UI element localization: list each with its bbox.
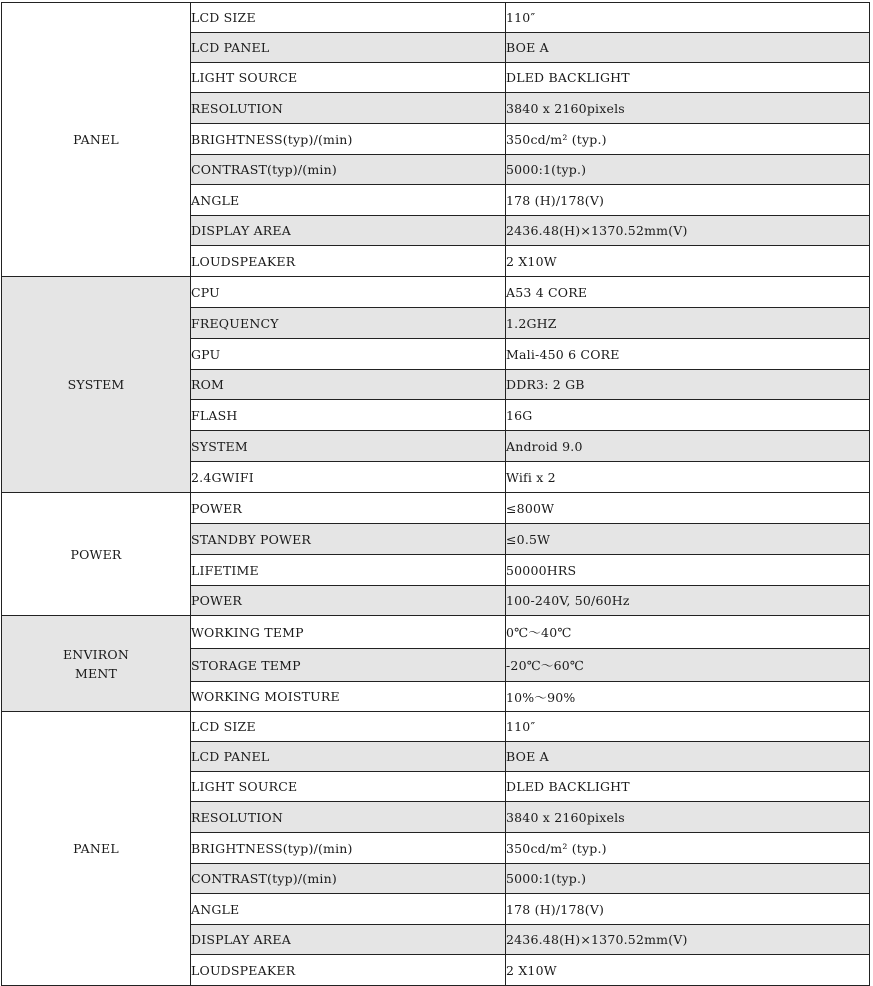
spec-label: 2.4GWIFI: [191, 462, 506, 493]
spec-value: 3840 x 2160pixels: [506, 802, 870, 833]
spec-value: 350cd/m² (typ.): [506, 833, 870, 864]
spec-row: [2, 616, 870, 649]
spec-value: BOE A: [506, 742, 870, 772]
spec-value: 178 (H)/178(V): [506, 894, 870, 925]
spec-table: [1, 2, 870, 986]
spec-label: CPU: [191, 277, 506, 308]
section-group-label-line: ENVIRON: [62, 646, 130, 662]
spec-value: -20℃～60℃: [506, 649, 870, 682]
section-group-label: [2, 3, 191, 277]
spec-value: 5000:1(typ.): [506, 155, 870, 185]
spec-value: DDR3: 2 GB: [506, 370, 870, 400]
spec-value: 0℃～40℃: [506, 616, 870, 649]
spec-value: Mali-450 6 CORE: [506, 339, 870, 370]
spec-value: 2 X10W: [506, 955, 870, 986]
spec-row: [2, 493, 870, 524]
spec-table-body: [2, 3, 870, 986]
spec-label: LOUDSPEAKER: [191, 246, 506, 277]
spec-label: CONTRAST(typ)/(min): [191, 155, 506, 185]
spec-label: RESOLUTION: [191, 93, 506, 124]
section-group-label: [2, 493, 191, 616]
spec-value: Android 9.0: [506, 431, 870, 462]
spec-label: WORKING MOISTURE: [191, 682, 506, 712]
section-group-label: [2, 277, 191, 493]
section-group-label: [2, 712, 191, 986]
spec-row: [2, 277, 870, 308]
spec-value: 16G: [506, 400, 870, 431]
spec-value: BOE A: [506, 33, 870, 63]
spec-label: CONTRAST(typ)/(min): [191, 864, 506, 894]
spec-row: [2, 3, 870, 33]
spec-label: ANGLE: [191, 185, 506, 216]
spec-value: 5000:1(typ.): [506, 864, 870, 894]
spec-value: Wifi x 2: [506, 462, 870, 493]
spec-value: 10%～90%: [506, 682, 870, 712]
spec-label: LCD SIZE: [191, 712, 506, 742]
spec-label: POWER: [191, 586, 506, 616]
spec-label: GPU: [191, 339, 506, 370]
section-group-label-text: POWER: [70, 546, 122, 562]
spec-value: DLED BACKLIGHT: [506, 63, 870, 93]
spec-label: ANGLE: [191, 894, 506, 925]
spec-value: 100-240V, 50/60Hz: [506, 586, 870, 616]
spec-value: A53 4 CORE: [506, 277, 870, 308]
spec-value: 110″: [506, 3, 870, 33]
spec-label: STORAGE TEMP: [191, 649, 506, 682]
spec-row: [2, 712, 870, 742]
spec-value: 50000HRS: [506, 555, 870, 586]
spec-label: BRIGHTNESS(typ)/(min): [191, 833, 506, 864]
spec-value: 178 (H)/178(V): [506, 185, 870, 216]
spec-value: 2436.48(H)×1370.52mm(V): [506, 925, 870, 955]
spec-label: LIGHT SOURCE: [191, 63, 506, 93]
spec-label: FLASH: [191, 400, 506, 431]
spec-value: ≤800W: [506, 493, 870, 524]
spec-label: RESOLUTION: [191, 802, 506, 833]
spec-value: ≤0.5W: [506, 524, 870, 555]
spec-label: LIGHT SOURCE: [191, 772, 506, 802]
spec-label: POWER: [191, 493, 506, 524]
spec-label: LCD SIZE: [191, 3, 506, 33]
spec-value: 3840 x 2160pixels: [506, 93, 870, 124]
spec-label: LCD PANEL: [191, 33, 506, 63]
spec-value: DLED BACKLIGHT: [506, 772, 870, 802]
spec-label: FREQUENCY: [191, 308, 506, 339]
spec-sheet: [1, 2, 869, 986]
spec-label: SYSTEM: [191, 431, 506, 462]
spec-label: LOUDSPEAKER: [191, 955, 506, 986]
spec-label: LIFETIME: [191, 555, 506, 586]
spec-value: 350cd/m² (typ.): [506, 124, 870, 155]
section-group-label-text: PANEL: [73, 841, 119, 856]
spec-label: WORKING TEMP: [191, 616, 506, 649]
section-group-label-text: SYSTEM: [67, 377, 125, 392]
spec-value: 110″: [506, 712, 870, 742]
spec-label: DISPLAY AREA: [191, 216, 506, 246]
spec-label: DISPLAY AREA: [191, 925, 506, 955]
spec-value: 2 X10W: [506, 246, 870, 277]
spec-label: BRIGHTNESS(typ)/(min): [191, 124, 506, 155]
spec-value: 2436.48(H)×1370.52mm(V): [506, 216, 870, 246]
section-group-label-line: MENT: [75, 665, 117, 681]
spec-value: 1.2GHZ: [506, 308, 870, 339]
spec-label: LCD PANEL: [191, 742, 506, 772]
section-group-label-text: PANEL: [73, 132, 119, 147]
spec-label: STANDBY POWER: [191, 524, 506, 555]
spec-label: ROM: [191, 370, 506, 400]
section-group-label: [2, 616, 191, 712]
